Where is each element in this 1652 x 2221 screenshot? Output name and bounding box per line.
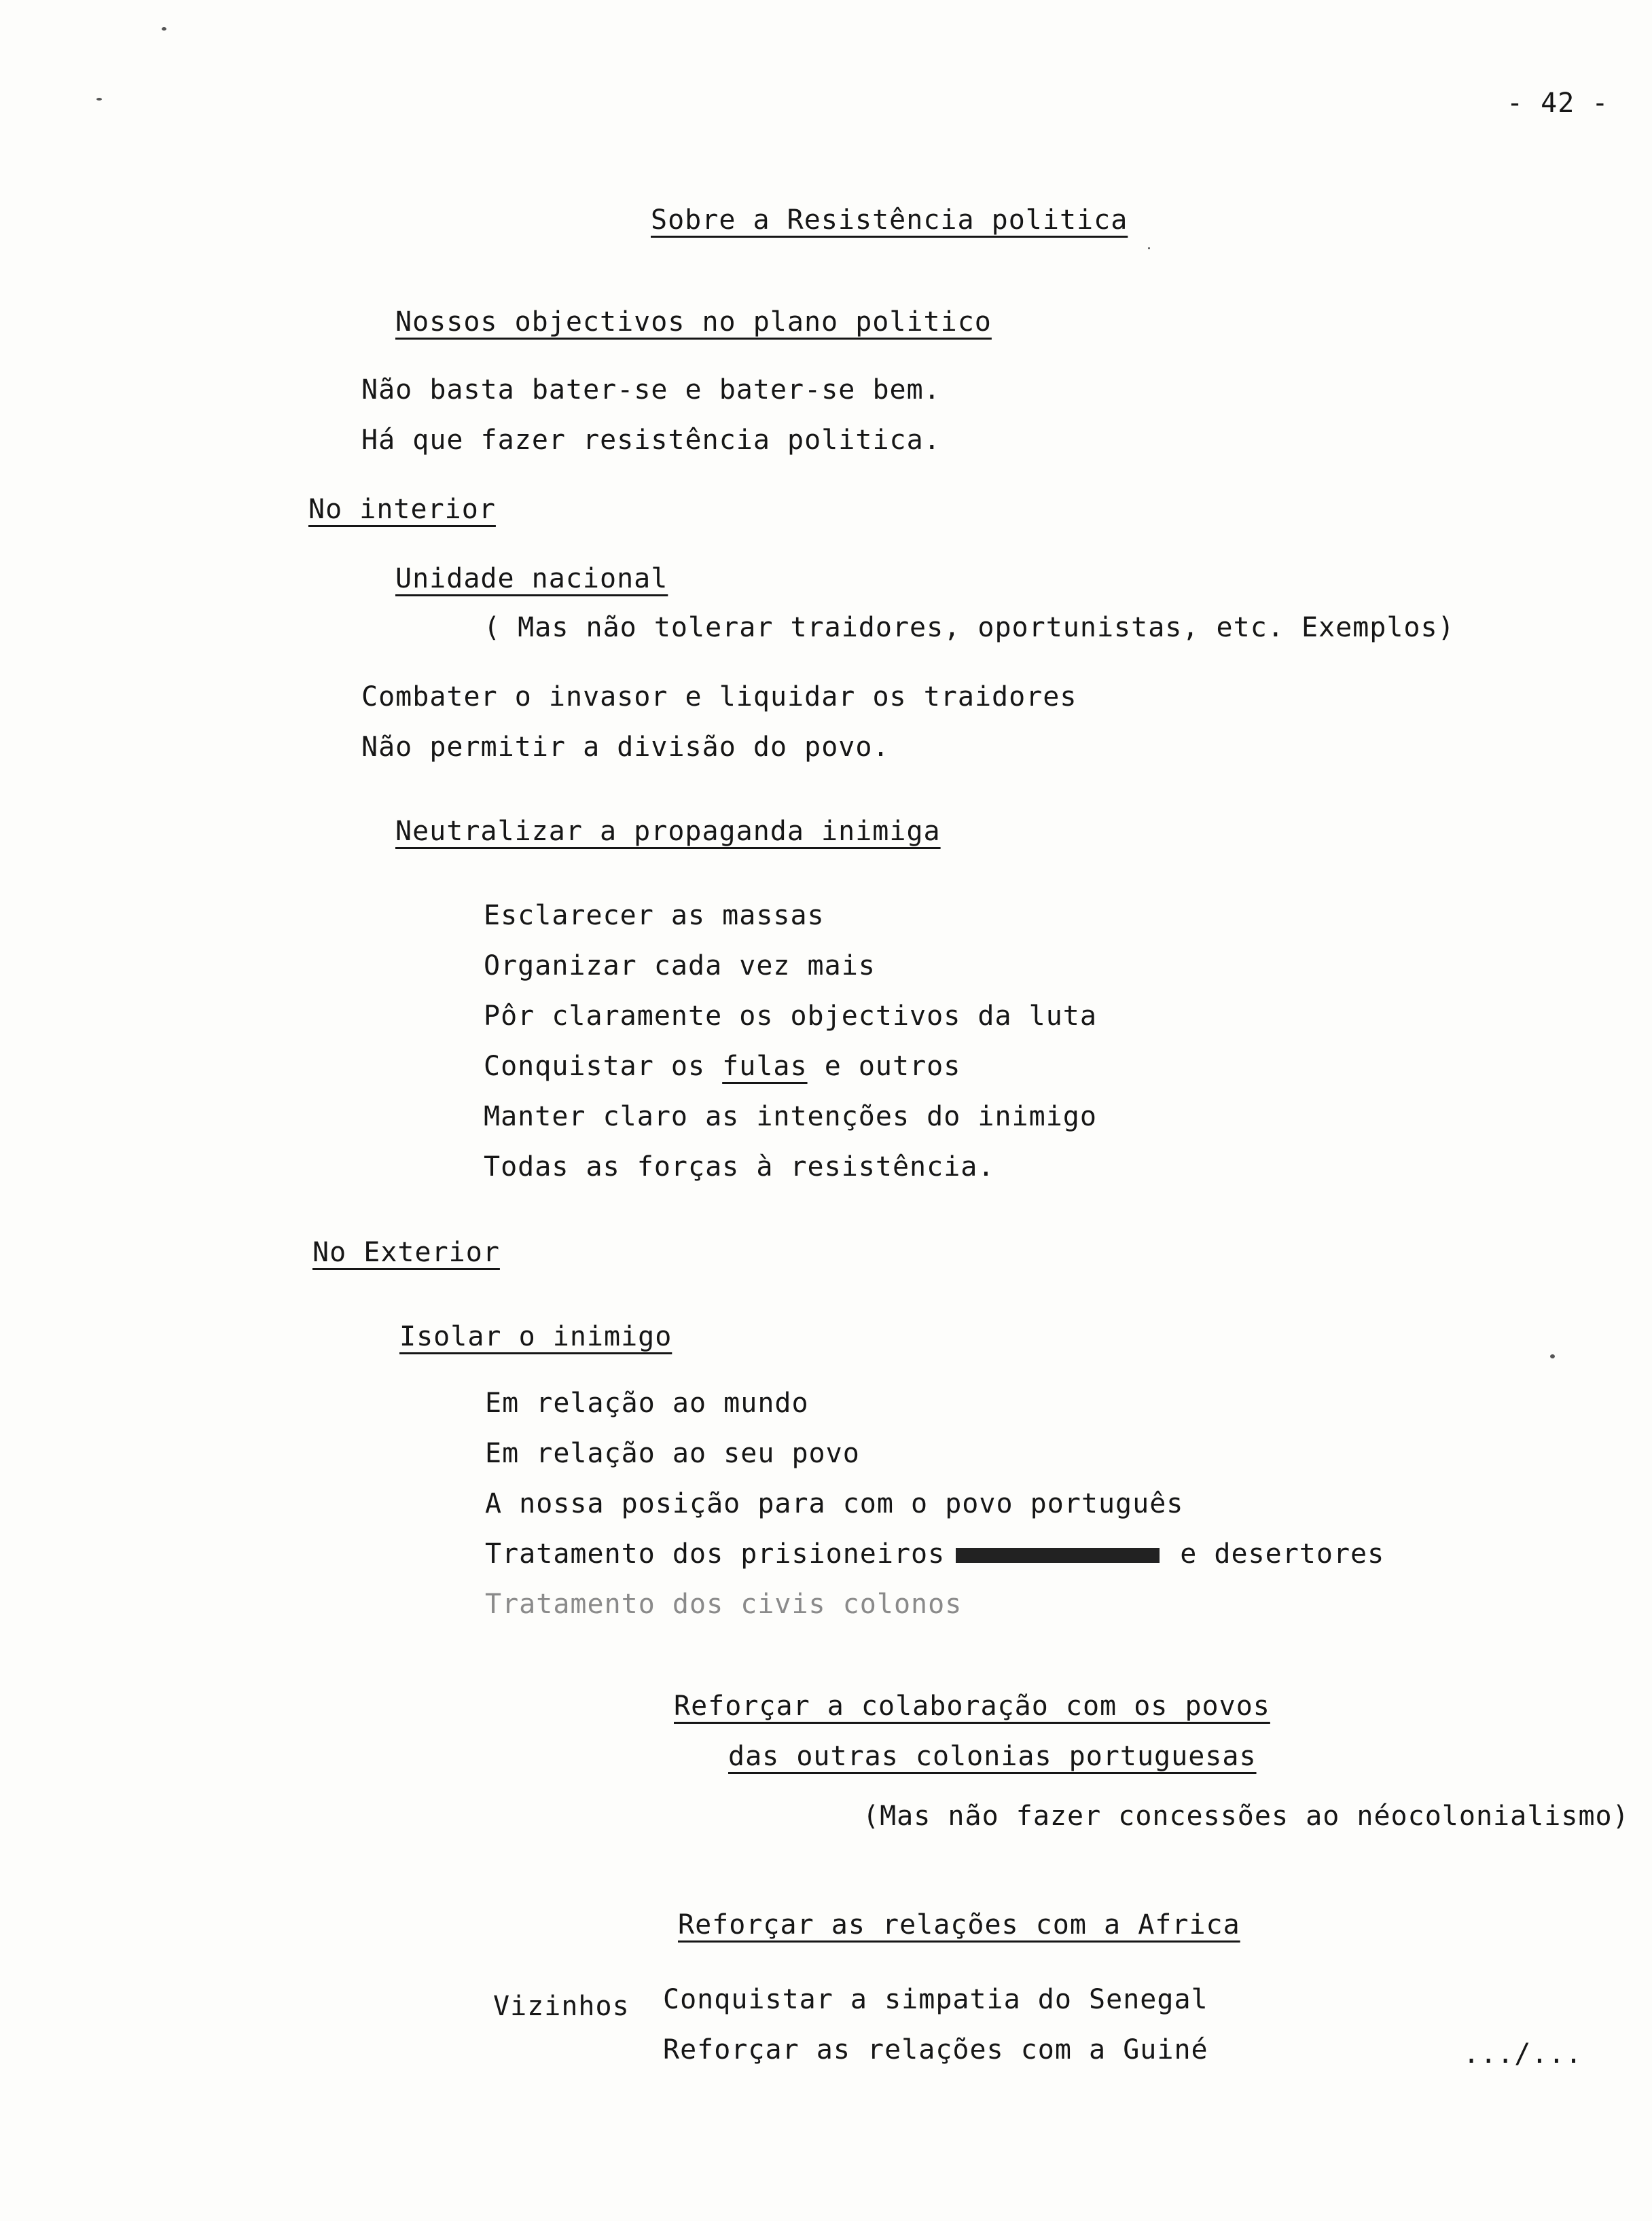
isolate-item-4 — [485, 1536, 1384, 1572]
propaganda-item-5: Manter claro as intenções do inimigo — [484, 1101, 1097, 1132]
continuation-mark: .../... — [1463, 2038, 1583, 2070]
heading-isolate: Isolar o inimigo — [399, 1321, 672, 1352]
page-number: - 42 - — [1507, 88, 1609, 119]
page-title: Sobre a Resistência politica — [651, 204, 1128, 236]
heading-africa: Reforçar as relações com a Africa — [678, 1909, 1240, 1940]
isolate-item-2: Em relação ao seu povo — [485, 1438, 860, 1469]
scan-speck — [1550, 1354, 1555, 1358]
propaganda-item-4 — [484, 1049, 960, 1084]
isolate-item-1: Em relação ao mundo — [485, 1388, 809, 1419]
africa-item-1: Conquistar a simpatia do Senegal — [663, 1984, 1208, 2015]
propaganda-item-2: Organizar cada vez mais — [484, 950, 876, 981]
heading-unity: Unidade nacional — [395, 563, 668, 594]
heading-exterior: No Exterior — [312, 1237, 500, 1268]
section-heading-objectives: Nossos objectivos no plano politico — [395, 306, 992, 338]
heading-colonies-1: Reforçar a colaboração com os povos — [674, 1691, 1270, 1722]
unity-line-2: Não permitir a divisão do povo. — [361, 732, 890, 763]
unity-note: ( Mas não tolerar traidores, oportunistas, etc. Exemplos) — [484, 612, 1455, 643]
heading-interior: No interior — [308, 494, 496, 525]
objectives-line-2: Há que fazer resistência politica. — [361, 425, 941, 456]
scan-speck — [1148, 247, 1150, 249]
heading-colonies-2: das outras colonias portuguesas — [728, 1741, 1257, 1772]
propaganda-item-1: Esclarecer as massas — [484, 900, 825, 931]
propaganda-item-4-start: Conquistar os — [484, 1051, 706, 1082]
isolate-item-5: Tratamento dos civis colonos — [485, 1589, 963, 1620]
isolate-item-4-start: Tratamento dos prisioneiros — [485, 1538, 946, 1570]
isolate-item-3: A nossa posição para com o povo português — [485, 1488, 1184, 1519]
colonies-note: (Mas não fazer concessões ao néocolonialismo) — [863, 1801, 1630, 1832]
struck-out-text — [956, 1548, 1160, 1563]
scan-speck — [96, 98, 102, 101]
propaganda-item-4-fulas: fulas — [722, 1051, 808, 1082]
isolate-item-4-end: e desertores — [1180, 1538, 1385, 1570]
scan-speck — [162, 27, 166, 31]
objectives-line-1: Não basta bater-se e bater-se bem. — [361, 374, 941, 405]
heading-propaganda: Neutralizar a propaganda inimiga — [395, 816, 941, 847]
propaganda-item-4-end: e outros — [824, 1051, 961, 1082]
unity-line-1: Combater o invasor e liquidar os traidores — [361, 681, 1077, 712]
propaganda-item-3: Pôr claramente os objectivos da luta — [484, 1000, 1097, 1032]
africa-item-2: Reforçar as relações com a Guiné — [663, 2034, 1208, 2065]
africa-label-vizinhos: Vizinhos — [493, 1991, 630, 2022]
propaganda-item-6: Todas as forças à resistência. — [484, 1151, 995, 1182]
